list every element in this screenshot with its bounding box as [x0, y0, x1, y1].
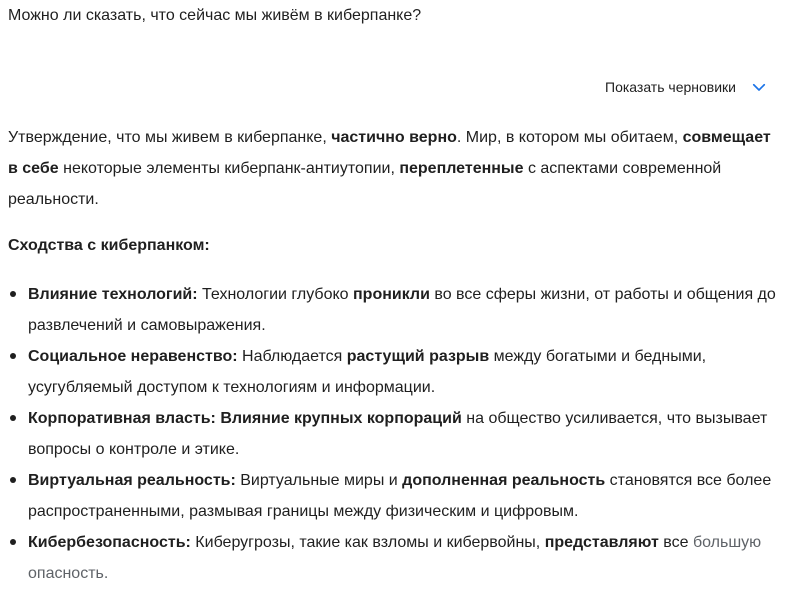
list-item — [28, 279, 778, 341]
list-item-title: Корпоративная власть: — [28, 410, 216, 427]
list-item-bold: представляют — [544, 534, 659, 551]
list-item-text: становятся все более распространенными, размывая границы между физическим и цифровым. — [28, 472, 772, 520]
intro-text: . Мир, в котором мы обитаем, — [456, 129, 683, 146]
intro-paragraph — [8, 122, 778, 215]
list-item-text: Наблюдается — [237, 348, 347, 365]
list-item — [28, 341, 778, 403]
list-item-bold: дополненная реальность — [402, 472, 606, 489]
intro-bold: частично верно — [331, 129, 457, 146]
list-item — [28, 465, 778, 527]
intro-text: Утверждение, что мы живем в киберпанке, — [8, 129, 332, 146]
user-prompt-text: Можно ли сказать, что сейчас мы живём в киберпанке? — [8, 7, 422, 24]
similarities-list — [8, 279, 778, 589]
user-prompt — [8, 4, 421, 28]
list-item-text: во все сферы жизни, от работы и общения до развлечений и самовыражения. — [28, 286, 776, 334]
list-item-text: Киберугрозы, такие как взломы и кибервойны, — [190, 534, 545, 551]
show-drafts-button[interactable] — [605, 76, 768, 98]
list-item-bold: Влияние крупных корпораций — [220, 410, 462, 427]
list-item-text: Технологии глубоко — [197, 286, 353, 303]
list-item-title: Виртуальная реальность: — [28, 472, 236, 489]
intro-bold: переплетенные — [399, 160, 524, 177]
intro-text: некоторые элементы киберпанк-антиутопии, — [58, 160, 400, 177]
section-heading: Сходства с киберпанком: — [8, 237, 210, 254]
response-body — [8, 122, 778, 589]
list-item — [28, 527, 778, 589]
list-item-text: между богатыми и бедными, усугубляемый доступом к технологиям и информации. — [28, 348, 707, 396]
chevron-down-icon — [750, 78, 768, 96]
intro-text: с аспектами современной реальности. — [8, 160, 722, 208]
list-item-text-fading: большую опасность. — [28, 534, 762, 582]
show-drafts-label: Показать черновики — [605, 79, 736, 95]
list-item — [28, 403, 778, 465]
list-item-text: все — [658, 534, 693, 551]
list-item-title: Социальное неравенство: — [28, 348, 238, 365]
list-item-text: Виртуальные миры и — [235, 472, 403, 489]
list-item-bold: растущий разрыв — [346, 348, 490, 365]
list-item-title: Кибербезопасность: — [28, 534, 191, 551]
list-item-text: на общество усиливается, что вызывает вопросы о контроле и этике. — [28, 410, 768, 458]
list-item-title: Влияние технологий: — [28, 286, 198, 303]
list-item-bold: проникли — [353, 286, 430, 303]
intro-bold: совмещает в себе — [8, 129, 771, 177]
